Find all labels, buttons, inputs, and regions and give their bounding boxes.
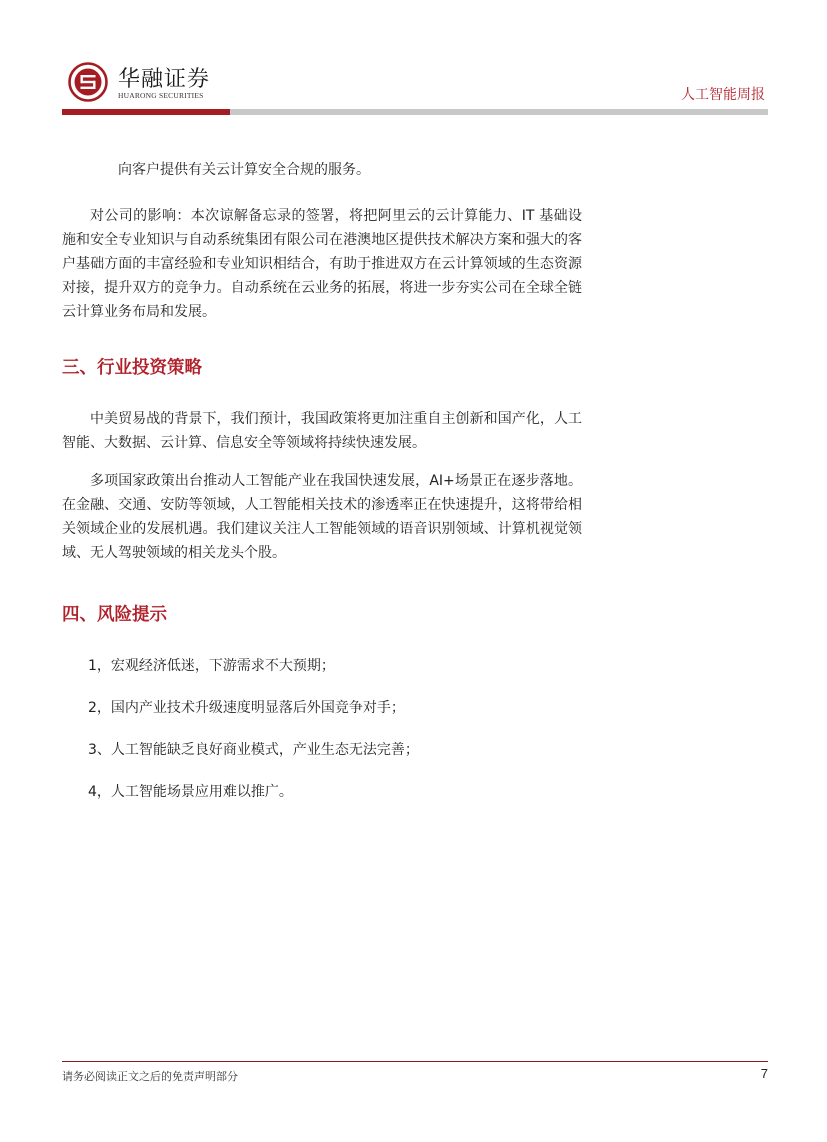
huarong-logo-icon (68, 62, 108, 102)
section-title-strategy: 三、行业投资策略 (62, 358, 202, 378)
paragraph-impact: 对公司的影响：本次谅解备忘录的签署，将把阿里云的云计算能力、IT 基础设施和安全专业知识与自动系统集团有限公司在港澳地区提供技术解决方案和强大的客户基础方面的丰富经验和专业知识相结合，有助于推进双方在云计算领域的生态资源对接，提升双方的竞争力。自动系统在云业务的拓展，将进一步夯实公司在全球全链云计算业务布局和发展。 (62, 208, 582, 320)
paragraph-service: 向客户提供有关云计算安全合规的服务。 (118, 162, 370, 178)
company-name-cn: 华融证券 (118, 67, 211, 92)
header-divider (62, 109, 768, 115)
company-name-en: HUARONG SECURITIES (118, 91, 204, 100)
risk-list (62, 656, 582, 802)
page-header (0, 0, 827, 118)
risk-item: 1，宏观经济低迷，下游需求不大预期； (88, 658, 335, 674)
page-number: 7 (760, 1066, 768, 1081)
risk-item: 4，人工智能场景应用难以推广。 (88, 784, 293, 800)
risk-item: 2，国内产业技术升级速度明显落后外国竞争对手； (88, 700, 405, 716)
risk-item: 3、人工智能缺乏良好商业模式，产业生态无法完善； (88, 742, 419, 758)
paragraph-strategy-1: 中美贸易战的背景下，我们预计，我国政策将更加注重自主创新和国产化，人工智能、大数据、云计算、信息安全等领域将持续快速发展。 (62, 411, 582, 451)
report-type: 人工智能周报 (681, 87, 765, 103)
footer-disclaimer: 请务必阅读正文之后的免责声明部分 (62, 1070, 238, 1083)
paragraph-strategy-2: 多项国家政策出台推动人工智能产业在我国快速发展，AI+场景正在逐步落地。在金融、交通、安防等领域，人工智能相关技术的渗透率正在快速提升，这将带给相关领域企业的发展机遇。我们建议关注人工智能领域的语音识别领域、计算机视觉领域、无人驾驶领域的相关龙头个股。 (62, 473, 582, 561)
footer-divider (62, 1061, 768, 1062)
section-title-risk: 四、风险提示 (62, 605, 167, 625)
header-divider-rest (230, 109, 768, 115)
header-divider-accent (62, 109, 230, 115)
page-content (62, 158, 582, 802)
